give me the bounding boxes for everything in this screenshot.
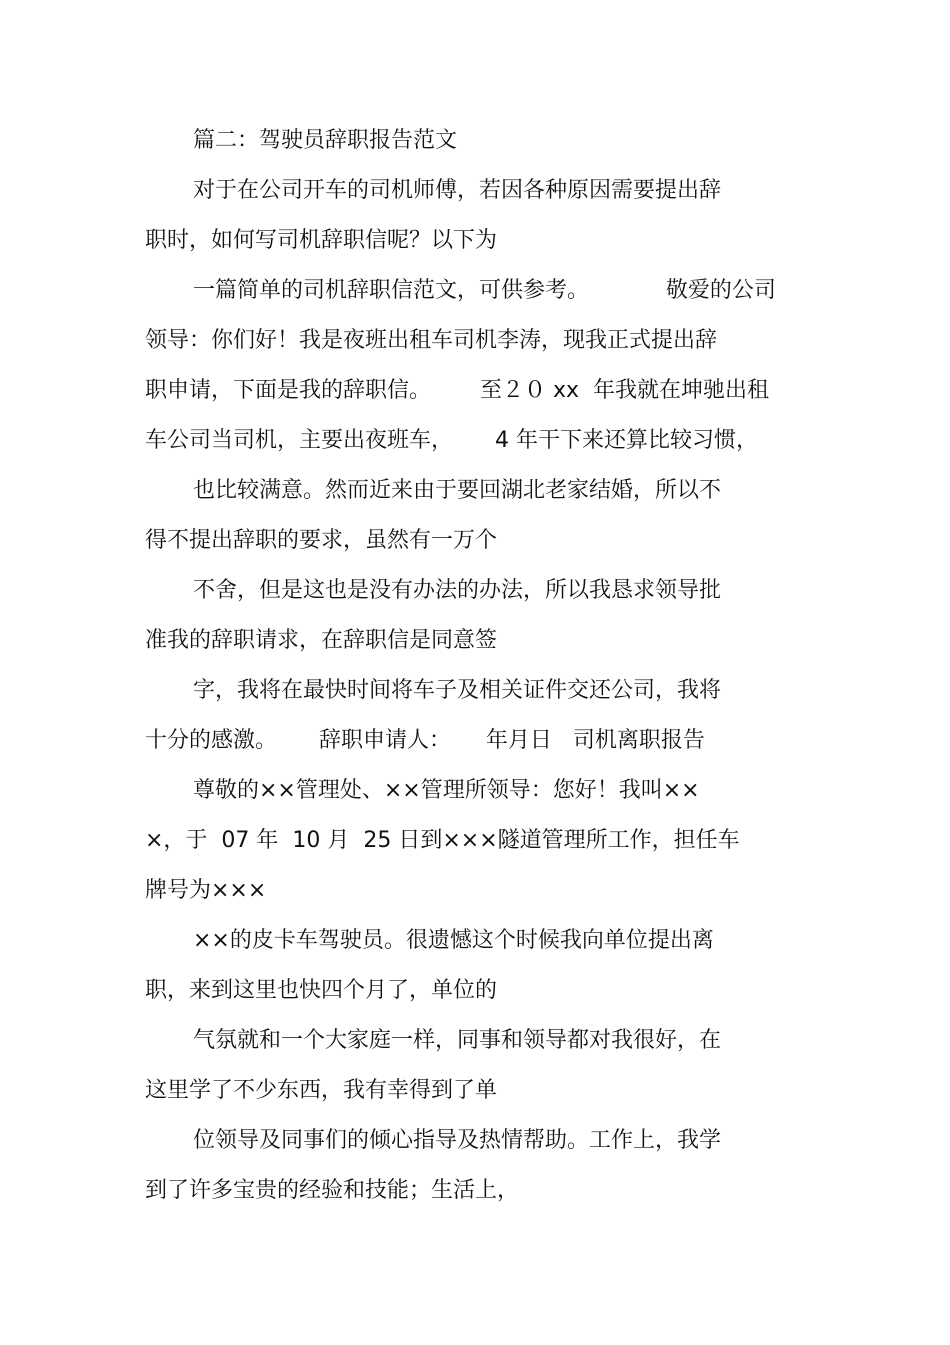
body-line: 气氛就和一个大家庭一样，同事和领导都对我很好，在 [193,1028,722,1053]
body-line: 得不提出辞职的要求，虽然有一万个 [145,528,498,553]
body-line: 领导：你们好！我是夜班出租车司机李涛，现我正式提出辞 [145,328,718,353]
body-line: 一篇简单的司机辞职信范文，可供参考。 敬爱的公司 [193,278,776,303]
section-heading: 篇二：驾驶员辞职报告范文 [193,128,458,153]
body-line: 车公司当司机，主要出夜班车， 4 年干下来还算比较习惯， [145,428,758,453]
body-line: ×，于 07 年 10 月 25 日到×××隧道管理所工作，担任车 [145,828,740,853]
body-line: 到了许多宝贵的经验和技能；生活上， [145,1178,520,1203]
body-line: 这里学了不少东西，我有幸得到了单 [145,1078,498,1103]
body-line: 位领导及同事们的倾心指导及热情帮助。工作上，我学 [193,1128,722,1153]
body-line: 职，来到这里也快四个月了，单位的 [145,978,498,1003]
body-line: 也比较满意。然而近来由于要回湖北老家结婚，所以不 [193,478,722,503]
body-line: 职申请，下面是我的辞职信。 至２０ xx 年我就在坤驰出租 [145,378,769,403]
body-line: 对于在公司开车的司机师傅，若因各种原因需要提出辞 [193,178,722,203]
body-line: 尊敬的××管理处、××管理所领导：您好！我叫×× [193,778,700,803]
body-line: ××的皮卡车驾驶员。很遗憾这个时候我向单位提出离 [193,928,714,953]
body-line: 十分的感激。 辞职申请人： 年月日 司机离职报告 [145,728,705,753]
body-line: 不舍，但是这也是没有办法的办法，所以我恳求领导批 [193,578,722,603]
body-line: 准我的辞职请求，在辞职信是同意签 [145,628,498,653]
body-line: 牌号为××× [145,878,267,903]
body-line: 职时，如何写司机辞职信呢？以下为 [145,228,498,253]
body-line: 字，我将在最快时间将车子及相关证件交还公司，我将 [193,678,722,703]
